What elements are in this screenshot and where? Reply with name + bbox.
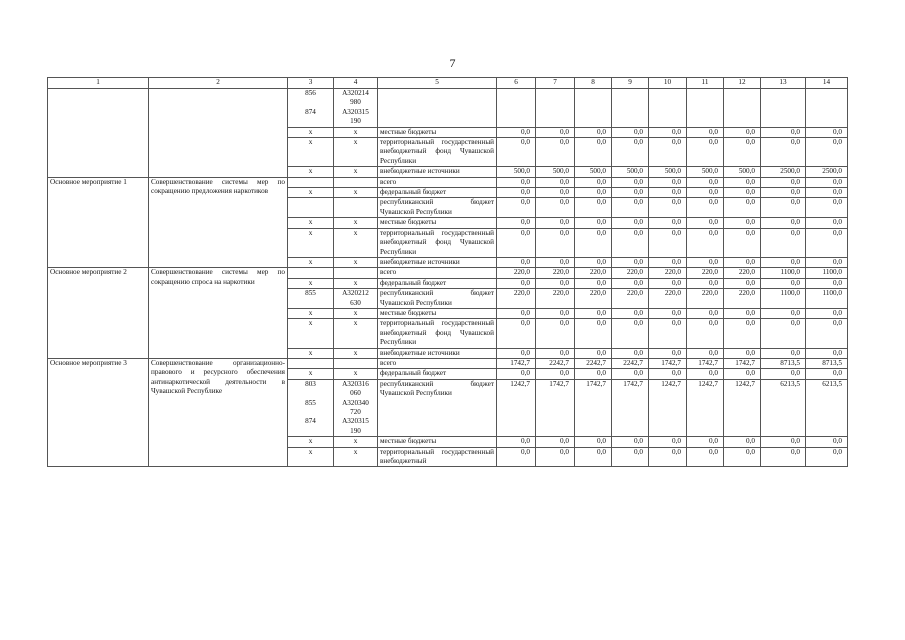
amount-cell: 0,0 [761,319,806,348]
amount-cell: 0,0 [536,319,575,348]
amount-cell: 0,0 [724,447,761,467]
admin-code-cell: х [288,447,334,467]
header-cell: 10 [649,78,687,89]
amount-cell [649,89,687,128]
amount-cell: 1242,7 [649,379,687,436]
amount-cell: 0,0 [612,177,649,187]
amount-cell: 0,0 [536,228,575,257]
amount-cell: 0,0 [649,308,687,318]
table-row [48,89,848,128]
amount-cell: 0,0 [724,369,761,379]
amount-cell: 0,0 [806,228,848,257]
amount-cell: 220,0 [536,289,575,309]
amount-cell: 500,0 [724,167,761,177]
amount-cell: 0,0 [761,257,806,267]
amount-cell: 0,0 [761,177,806,187]
table-header [48,78,848,89]
amount-cell: 0,0 [536,278,575,288]
amount-cell: 8713,5 [761,358,806,368]
activity-name-cell: Основное мероприятие 1 [48,177,149,268]
amount-cell: 0,0 [612,319,649,348]
activity-description-cell: Совершенствование системы мер по сокращению предложения наркотиков [149,177,288,268]
admin-code-cell: х [288,308,334,318]
amount-cell: 220,0 [575,289,612,309]
amount-cell: 0,0 [536,308,575,318]
amount-cell: 2242,7 [575,358,612,368]
amount-cell: 0,0 [497,257,536,267]
amount-cell [724,89,761,128]
table-row [48,268,848,278]
funding-source-cell: внебюджетные источники [378,167,497,177]
amount-cell: 1100,0 [761,289,806,309]
amount-cell: 500,0 [649,167,687,177]
amount-cell: 0,0 [687,198,724,218]
amount-cell: 0,0 [575,228,612,257]
header-cell: 2 [149,78,288,89]
amount-cell: 0,0 [497,308,536,318]
amount-cell: 0,0 [649,447,687,467]
amount-cell: 1742,7 [724,358,761,368]
funding-source-cell: федеральный бюджет [378,188,497,198]
amount-cell: 500,0 [575,167,612,177]
funding-source-cell: республиканский бюджет Чувашской Республики [378,379,497,436]
amount-cell: 0,0 [761,308,806,318]
header-cell: 13 [761,78,806,89]
admin-code-cell [288,268,334,278]
amount-cell [687,89,724,128]
amount-cell: 0,0 [687,138,724,167]
amount-cell: 0,0 [724,348,761,358]
amount-cell: 0,0 [761,437,806,447]
header-cell: 8 [575,78,612,89]
amount-cell: 0,0 [687,177,724,187]
amount-cell: 0,0 [649,127,687,137]
page-number: 7 [449,56,456,70]
amount-cell: 0,0 [612,308,649,318]
budget-code-cell: х [334,138,378,167]
amount-cell: 0,0 [497,228,536,257]
amount-cell: 500,0 [536,167,575,177]
amount-cell: 0,0 [724,177,761,187]
amount-cell: 0,0 [806,127,848,137]
table-body [48,89,848,467]
amount-cell: 0,0 [724,437,761,447]
amount-cell: 0,0 [612,257,649,267]
amount-cell: 0,0 [497,447,536,467]
amount-cell: 0,0 [649,369,687,379]
funding-source-cell: республиканский бюджет Чувашской Республики [378,289,497,309]
amount-cell: 0,0 [536,138,575,167]
amount-cell: 1742,7 [649,358,687,368]
amount-cell: 0,0 [612,188,649,198]
amount-cell: 0,0 [497,138,536,167]
amount-cell: 0,0 [497,278,536,288]
amount-cell: 0,0 [687,188,724,198]
amount-cell: 0,0 [806,198,848,218]
funding-source-cell: внебюджетные источники [378,348,497,358]
funding-source-cell: территориальный государственный внебюджетный фонд Чувашской Республики [378,138,497,167]
amount-cell: 6213,5 [806,379,848,436]
amount-cell: 1742,7 [687,358,724,368]
amount-cell: 500,0 [497,167,536,177]
amount-cell: 0,0 [575,198,612,218]
amount-cell: 0,0 [761,188,806,198]
amount-cell: 0,0 [724,228,761,257]
table-row [48,358,848,368]
funding-source-cell: территориальный государственный внебюджетный фонд Чувашской Республики [378,228,497,257]
amount-cell: 0,0 [536,177,575,187]
amount-cell: 0,0 [687,348,724,358]
budget-code-cell: х [334,437,378,447]
amount-cell: 0,0 [575,138,612,167]
budget-code-cell: х [334,308,378,318]
amount-cell: 2242,7 [536,358,575,368]
amount-cell: 0,0 [806,369,848,379]
amount-cell: 0,0 [497,218,536,228]
amount-cell: 1742,7 [575,379,612,436]
amount-cell: 0,0 [687,218,724,228]
amount-cell: 0,0 [536,447,575,467]
header-cell: 5 [378,78,497,89]
budget-code-cell: х [334,369,378,379]
amount-cell: 0,0 [806,319,848,348]
amount-cell: 0,0 [649,319,687,348]
amount-cell: 220,0 [724,289,761,309]
amount-cell: 220,0 [724,268,761,278]
admin-code-cell: х [288,257,334,267]
amount-cell: 0,0 [575,218,612,228]
amount-cell: 0,0 [806,177,848,187]
amount-cell: 0,0 [536,188,575,198]
amount-cell: 0,0 [575,348,612,358]
amount-cell: 220,0 [687,289,724,309]
amount-cell: 0,0 [612,447,649,467]
amount-cell: 0,0 [761,228,806,257]
amount-cell: 0,0 [612,138,649,167]
header-cell: 14 [806,78,848,89]
admin-code-cell: х [288,319,334,348]
budget-code-cell: х [334,228,378,257]
funding-source-cell: внебюджетные источники [378,257,497,267]
amount-cell: 0,0 [687,447,724,467]
amount-cell: 0,0 [536,218,575,228]
admin-code-cell: х [288,188,334,198]
amount-cell: 0,0 [687,319,724,348]
amount-cell: 0,0 [724,127,761,137]
amount-cell: 1742,7 [612,379,649,436]
amount-cell: 500,0 [612,167,649,177]
header-cell: 11 [687,78,724,89]
amount-cell: 0,0 [806,188,848,198]
budget-table [47,77,848,467]
amount-cell: 0,0 [761,138,806,167]
amount-cell: 0,0 [724,218,761,228]
budget-code-cell: х [334,319,378,348]
admin-code-cell: х [288,138,334,167]
amount-cell: 0,0 [536,127,575,137]
amount-cell: 0,0 [497,177,536,187]
amount-cell: 0,0 [687,228,724,257]
amount-cell: 0,0 [612,198,649,218]
admin-code-cell: х [288,228,334,257]
header-cell: 9 [612,78,649,89]
admin-code-cell: х [288,437,334,447]
header-cell: 3 [288,78,334,89]
amount-cell: 0,0 [761,127,806,137]
amount-cell: 0,0 [724,319,761,348]
budget-code-cell [334,177,378,187]
amount-cell: 220,0 [497,289,536,309]
amount-cell: 220,0 [649,268,687,278]
admin-code-cell: х [288,167,334,177]
amount-cell: 0,0 [497,437,536,447]
activity-description-cell: Совершенствование системы мер по сокращению спроса на наркотики [149,268,288,359]
amount-cell: 0,0 [497,319,536,348]
funding-source-cell: всего [378,177,497,187]
amount-cell: 0,0 [806,257,848,267]
funding-source-cell: всего [378,268,497,278]
amount-cell: 220,0 [612,289,649,309]
funding-source-cell: территориальный государственный внебюджетный [378,447,497,467]
amount-cell: 0,0 [806,447,848,467]
header-cell: 6 [497,78,536,89]
amount-cell: 0,0 [724,257,761,267]
amount-cell: 220,0 [687,268,724,278]
activity-name-cell: Основное мероприятие 2 [48,268,149,359]
amount-cell: 220,0 [649,289,687,309]
budget-code-cell: х [334,278,378,288]
amount-cell: 1742,7 [497,358,536,368]
amount-cell: 0,0 [497,127,536,137]
budget-code-cell: А320316 060 А320340 720 А320315 190 [334,379,378,436]
amount-cell: 0,0 [761,369,806,379]
amount-cell: 0,0 [575,437,612,447]
amount-cell: 0,0 [536,257,575,267]
activity-name-cell [48,89,149,178]
amount-cell: 0,0 [497,188,536,198]
admin-code-cell: 803 855 874 [288,379,334,436]
amount-cell: 0,0 [649,188,687,198]
amount-cell: 1242,7 [687,379,724,436]
budget-code-cell [334,198,378,218]
amount-cell: 0,0 [612,228,649,257]
amount-cell: 0,0 [687,257,724,267]
amount-cell: 0,0 [724,308,761,318]
amount-cell: 0,0 [575,369,612,379]
funding-source-cell: местные бюджеты [378,218,497,228]
header-cell: 1 [48,78,149,89]
amount-cell: 2242,7 [612,358,649,368]
activity-description-cell: Совершенствование организационно-правового и ресурсного обеспечения антинаркотической деятельности в Чувашской Республике [149,358,288,466]
budget-code-cell [334,268,378,278]
budget-code-cell: х [334,348,378,358]
amount-cell: 0,0 [536,437,575,447]
amount-cell: 0,0 [806,218,848,228]
amount-cell: 0,0 [724,188,761,198]
amount-cell: 0,0 [612,127,649,137]
amount-cell: 0,0 [761,278,806,288]
amount-cell: 0,0 [806,278,848,288]
header-cell: 7 [536,78,575,89]
funding-source-cell: местные бюджеты [378,437,497,447]
amount-cell: 0,0 [649,138,687,167]
amount-cell [761,89,806,128]
funding-source-cell: территориальный государственный внебюджетный фонд Чувашской Республики [378,319,497,348]
amount-cell: 0,0 [687,308,724,318]
amount-cell: 220,0 [497,268,536,278]
amount-cell: 0,0 [724,278,761,288]
budget-code-cell: х [334,218,378,228]
amount-cell: 0,0 [761,218,806,228]
admin-code-cell: х [288,369,334,379]
amount-cell: 0,0 [687,369,724,379]
admin-code-cell [288,358,334,368]
amount-cell: 2500,0 [806,167,848,177]
funding-source-cell: республиканский бюджет Чувашской Республики [378,198,497,218]
admin-code-cell: 855 [288,289,334,309]
amount-cell [806,89,848,128]
budget-code-cell: А320214 980 А320315 190 [334,89,378,128]
amount-cell: 0,0 [612,437,649,447]
table-row [48,177,848,187]
amount-cell: 0,0 [649,437,687,447]
activity-name-cell: Основное мероприятие 3 [48,358,149,466]
amount-cell: 0,0 [806,308,848,318]
amount-cell: 1100,0 [806,268,848,278]
amount-cell: 1742,7 [536,379,575,436]
amount-cell: 0,0 [649,198,687,218]
amount-cell: 0,0 [497,348,536,358]
amount-cell: 0,0 [806,437,848,447]
amount-cell: 0,0 [612,348,649,358]
amount-cell: 220,0 [536,268,575,278]
amount-cell: 1100,0 [761,268,806,278]
amount-cell: 1242,7 [497,379,536,436]
amount-cell: 6213,5 [761,379,806,436]
funding-source-cell: всего [378,358,497,368]
amount-cell: 2500,0 [761,167,806,177]
amount-cell: 0,0 [575,308,612,318]
amount-cell: 0,0 [649,278,687,288]
amount-cell: 0,0 [649,348,687,358]
amount-cell: 0,0 [687,437,724,447]
amount-cell: 0,0 [687,127,724,137]
amount-cell: 500,0 [687,167,724,177]
admin-code-cell [288,177,334,187]
amount-cell: 0,0 [649,257,687,267]
budget-code-cell: х [334,188,378,198]
amount-cell: 0,0 [724,198,761,218]
amount-cell: 220,0 [575,268,612,278]
admin-code-cell [288,198,334,218]
amount-cell: 0,0 [536,198,575,218]
amount-cell: 0,0 [806,138,848,167]
admin-code-cell: х [288,278,334,288]
amount-cell: 0,0 [649,218,687,228]
funding-source-cell: местные бюджеты [378,308,497,318]
amount-cell: 0,0 [575,188,612,198]
activity-description-cell [149,89,288,178]
amount-cell [575,89,612,128]
budget-code-cell: х [334,127,378,137]
admin-code-cell: х [288,218,334,228]
amount-cell: 0,0 [575,319,612,348]
amount-cell: 0,0 [536,348,575,358]
amount-cell: 8713,5 [806,358,848,368]
admin-code-cell: х [288,127,334,137]
admin-code-cell: 856 874 [288,89,334,128]
amount-cell: 0,0 [687,278,724,288]
admin-code-cell: х [288,348,334,358]
amount-cell: 0,0 [497,369,536,379]
amount-cell [497,89,536,128]
amount-cell: 0,0 [612,369,649,379]
amount-cell: 220,0 [612,268,649,278]
header-row [48,78,848,89]
amount-cell: 0,0 [761,348,806,358]
budget-code-cell: А320212 630 [334,289,378,309]
amount-cell: 1100,0 [806,289,848,309]
header-cell: 4 [334,78,378,89]
amount-cell: 0,0 [649,177,687,187]
amount-cell: 0,0 [575,127,612,137]
amount-cell: 0,0 [575,257,612,267]
funding-source-cell: местные бюджеты [378,127,497,137]
amount-cell: 0,0 [612,278,649,288]
amount-cell: 0,0 [761,198,806,218]
budget-code-cell [334,358,378,368]
amount-cell: 0,0 [536,369,575,379]
funding-source-cell [378,89,497,128]
header-cell: 12 [724,78,761,89]
amount-cell: 1242,7 [724,379,761,436]
amount-cell: 0,0 [575,278,612,288]
amount-cell: 0,0 [806,348,848,358]
amount-cell: 0,0 [761,447,806,467]
amount-cell: 0,0 [612,218,649,228]
funding-source-cell: федеральный бюджет [378,369,497,379]
amount-cell: 0,0 [575,177,612,187]
amount-cell: 0,0 [724,138,761,167]
amount-cell: 0,0 [575,447,612,467]
amount-cell [612,89,649,128]
amount-cell: 0,0 [649,228,687,257]
amount-cell [536,89,575,128]
funding-source-cell: федеральный бюджет [378,278,497,288]
budget-code-cell: х [334,257,378,267]
amount-cell: 0,0 [497,198,536,218]
budget-code-cell: х [334,167,378,177]
budget-code-cell: х [334,447,378,467]
